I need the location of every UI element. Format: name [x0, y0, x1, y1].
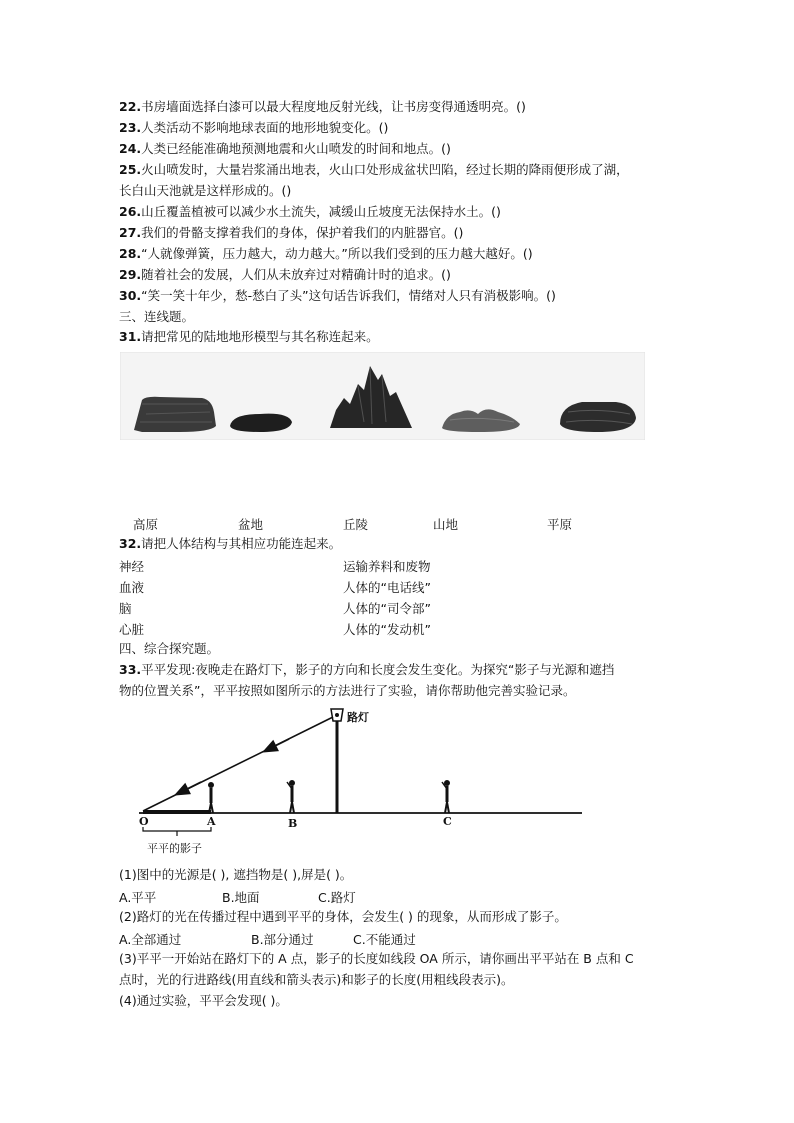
landform-models-image	[120, 352, 645, 440]
point-c-label: C	[443, 815, 452, 828]
question-number: 28.	[119, 246, 142, 261]
question-number: 27.	[119, 225, 142, 240]
question-text: 山丘覆盖植被可以减少水土流失，减缓山丘坡度无法保持水土。()	[141, 204, 501, 219]
question-number: 24.	[119, 141, 142, 156]
question-text: 我们的骨骼支撑着我们的身体，保护着我们的内脏器官。()	[141, 225, 464, 240]
question-22	[119, 99, 526, 115]
body-part-brain: 脑	[119, 601, 132, 616]
point-b-label: B	[288, 817, 298, 830]
question-26	[119, 204, 501, 220]
section-heading-3: 三、连线题。	[119, 309, 195, 324]
person-at-b	[287, 780, 295, 813]
landform-name-basin: 盆地	[238, 517, 264, 532]
question-33-line2: 物的位置关系”，平平按照如图所示的方法进行了实验，请你帮助他完善实验记录。	[119, 683, 576, 698]
question-28	[119, 246, 533, 262]
sub-question-4: (4)通过实验，平平会发现( )。	[119, 993, 288, 1008]
person-at-a	[208, 782, 214, 813]
sub-question-2: (2)路灯的光在传播过程中遇到平平的身体，会发生( ) 的现象，从而形成了影子。	[119, 909, 567, 924]
question-30	[119, 288, 556, 304]
sub2-option-a: A.全部通过	[119, 932, 182, 947]
question-text: “人就像弹簧，压力越大，动力越大。”所以我们受到的压力越大越好。()	[141, 246, 533, 261]
question-number: 26.	[119, 204, 142, 219]
question-text: 火山喷发时，大量岩浆涌出地表，火山口处形成盆状凹陷，经过长期的降雨便形成了湖，	[141, 162, 629, 177]
body-part-nerve: 神经	[119, 559, 145, 574]
landform-name-plain: 平原	[547, 517, 573, 532]
light-ray-arrow-2	[181, 782, 201, 792]
question-24	[119, 141, 451, 157]
question-number: 30.	[119, 288, 142, 303]
lamp-label: 路灯	[347, 711, 369, 724]
sub2-option-c: C.不能通过	[353, 932, 416, 947]
question-text: 请把人体结构与其相应功能连起来。	[141, 536, 342, 551]
function-transport: 运输养料和废物	[343, 559, 431, 574]
question-33-line1	[119, 662, 614, 678]
sub2-option-b: B.部分通过	[251, 932, 314, 947]
landform-name-mountain: 山地	[433, 517, 459, 532]
shadow-label: 平平的影子	[147, 842, 202, 855]
question-27	[119, 225, 463, 241]
sub-question-1: (1)图中的光源是( ), 遮挡物是( ),屏是( )。	[119, 867, 353, 882]
lamp-bulb	[335, 713, 339, 717]
sub1-option-a: A.平平	[119, 890, 157, 905]
body-part-blood: 血液	[119, 580, 145, 595]
function-telephone-line: 人体的“电话线”	[343, 580, 431, 595]
question-text: “笑一笑十年少，愁-愁白了头”这句话告诉我们，情绪对人只有消极影响。()	[141, 288, 556, 303]
shadow-brace	[143, 827, 211, 831]
section-heading-4: 四、综合探究题。	[119, 641, 220, 656]
question-text: 随着社会的发展，人们从未放弃过对精确计时的追求。()	[141, 267, 451, 282]
question-23	[119, 120, 388, 136]
light-ray	[143, 717, 333, 811]
question-text: 人类活动不影响地球表面的地形地貌变化。()	[141, 120, 389, 135]
question-text: 长白山天池就是这样形成的。()	[119, 183, 292, 198]
question-text: 平平发现:夜晚走在路灯下，影子的方向和长度会发生变化。为探究“影子与光源和遮挡	[141, 662, 615, 677]
plain-model	[560, 402, 636, 432]
question-number: 33.	[119, 662, 142, 677]
sub1-option-c: C.路灯	[318, 890, 356, 905]
question-31	[119, 329, 379, 345]
point-o-label: O	[139, 815, 149, 828]
question-25	[119, 162, 629, 178]
sub-question-3-line1: (3)平平一开始站在路灯下的 A 点，影子的长度如线段 OA 所示，请你画出平平站在 B 点和 C	[119, 951, 634, 966]
question-25-continued	[119, 183, 291, 199]
question-number: 22.	[119, 99, 142, 114]
question-text: 请把常见的陆地地形模型与其名称连起来。	[141, 329, 379, 344]
point-a-label: A	[207, 815, 216, 828]
question-number: 31.	[119, 329, 142, 344]
question-number: 32.	[119, 536, 142, 551]
light-ray-arrow	[269, 739, 289, 749]
question-number: 29.	[119, 267, 142, 282]
question-number: 23.	[119, 120, 142, 135]
person-at-c	[442, 780, 450, 813]
landform-name-hills: 丘陵	[343, 517, 369, 532]
landform-name-plateau: 高原	[133, 517, 159, 532]
body-part-heart: 心脏	[119, 622, 145, 637]
shadow-experiment-figure	[119, 703, 589, 863]
question-number: 25.	[119, 162, 142, 177]
function-engine: 人体的“发动机”	[343, 622, 431, 637]
sub1-option-b: B.地面	[222, 890, 260, 905]
question-text: 人类已经能准确地预测地震和火山喷发的时间和地点。()	[141, 141, 451, 156]
function-headquarters: 人体的“司令部”	[343, 601, 431, 616]
question-32	[119, 536, 341, 552]
question-text: 书房墙面选择白漆可以最大程度地反射光线，让书房变得通透明亮。()	[141, 99, 526, 114]
question-29	[119, 267, 451, 283]
sub-question-3-line2: 点时，光的行进路线(用直线和箭头表示)和影子的长度(用粗线段表示)。	[119, 972, 514, 987]
